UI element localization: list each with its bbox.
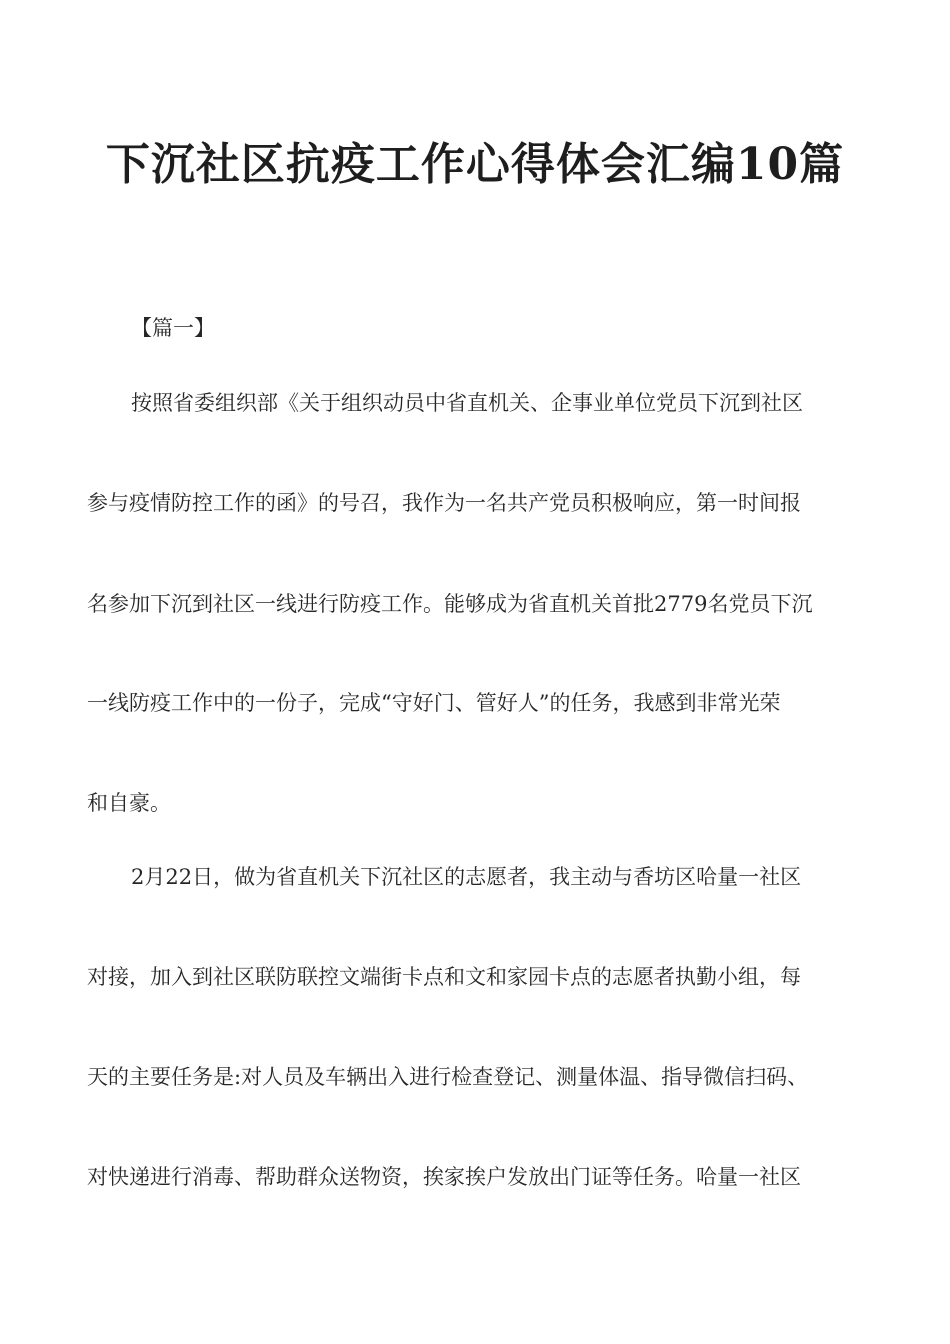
document-title: 下沉社区抗疫工作心得体会汇编10篇 [105, 139, 845, 190]
paragraph-line: 对接，加入到社区联防联控文端街卡点和文和家园卡点的志愿者执勤小组，每 [87, 965, 801, 989]
paragraph-line: 2月22日，做为省直机关下沉社区的志愿者，我主动与香坊区哈量一社区 [131, 865, 802, 889]
paragraph-line: 对快递进行消毒、帮助群众送物资，挨家挨户发放出门证等任务。哈量一社区 [87, 1165, 801, 1189]
paragraph-line: 名参加下沉到社区一线进行防疫工作。能够成为省直机关首批2779名党员下沉 [87, 592, 813, 616]
paragraph-line: 按照省委组织部《关于组织动员中省直机关、企事业单位党员下沉到社区 [131, 391, 803, 415]
paragraph-line: 一线防疫工作中的一份子，完成“守好门、管好人”的任务，我感到非常光荣 [87, 691, 781, 715]
paragraph-line: 参与疫情防控工作的函》的号召，我作为一名共产党员积极响应，第一时间报 [87, 491, 801, 515]
paragraph-line: 天的主要任务是:对人员及车辆出入进行检查登记、测量体温、指导微信扫码、 [87, 1065, 809, 1089]
section-label: 【篇一】 [131, 316, 215, 340]
paragraph-line: 和自豪。 [87, 791, 171, 815]
